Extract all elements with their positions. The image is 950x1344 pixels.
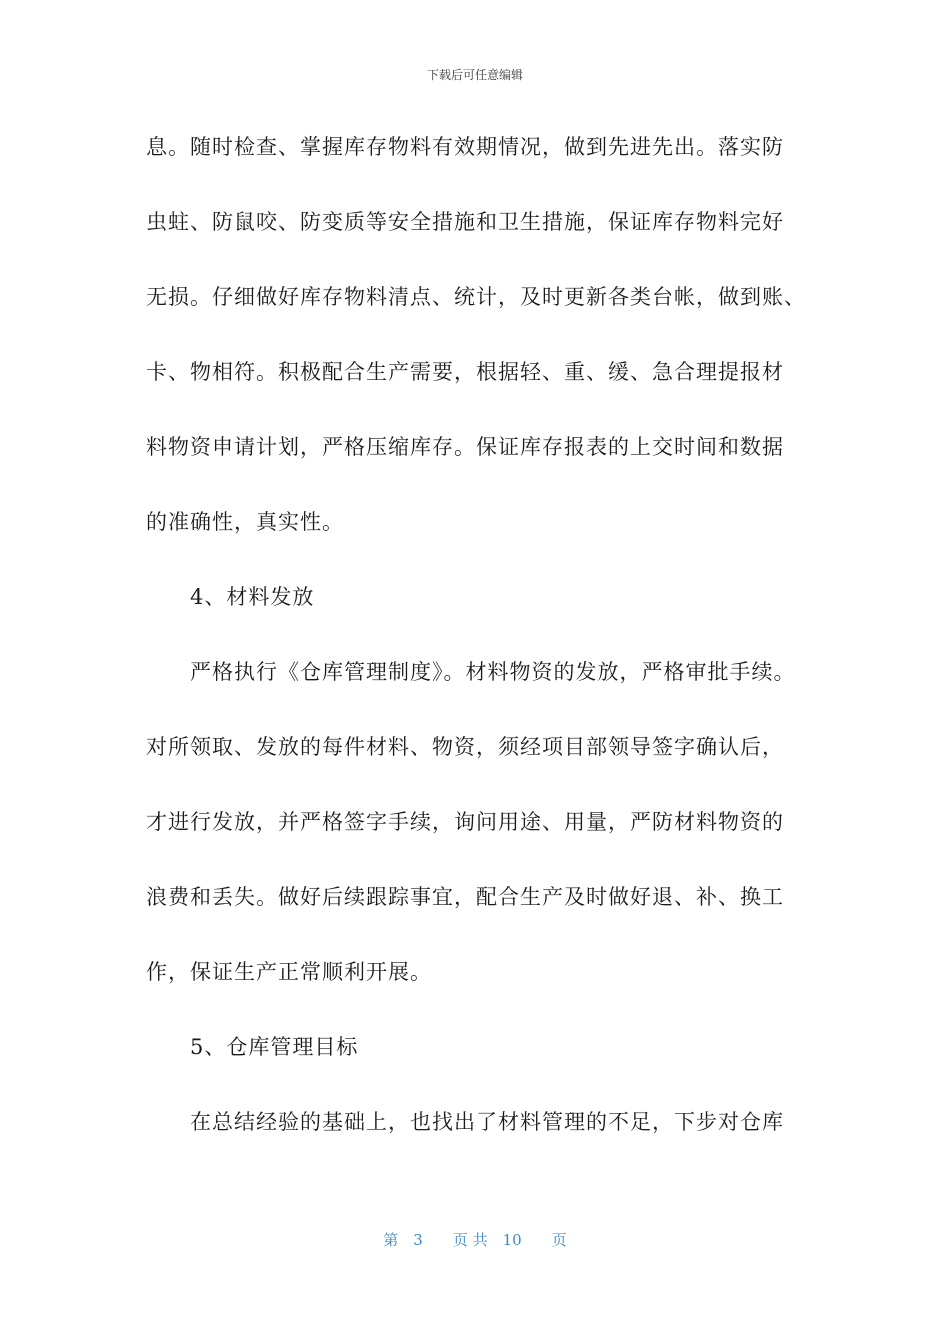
text-line: 的准确性，真实性。 bbox=[146, 510, 344, 534]
download-note: 下载后可任意编辑 bbox=[426, 68, 523, 82]
text-line: 息。随时检查、掌握库存物料有效期情况，做到先进先出。落实防 bbox=[146, 135, 784, 159]
text-line: 才进行发放，并严格签字手续，询问用途、用量，严防材料物资的 bbox=[146, 810, 784, 834]
text-line: 对所领取、发放的每件材料、物资，须经项目部领导签字确认后， bbox=[146, 735, 784, 759]
text-line: 作，保证生产正常顺利开展。 bbox=[146, 960, 432, 984]
text-line: 在总结经验的基础上，也找出了材料管理的不足，下步对仓库 bbox=[190, 1110, 784, 1134]
text-line: 卡、物相符。积极配合生产需要，根据轻、重、缓、急合理提报材 bbox=[146, 360, 784, 384]
text-line: 浪费和丢失。做好后续跟踪事宜，配合生产及时做好退、补、换工 bbox=[146, 885, 784, 909]
page-number: 第 3 页 共 10 页 bbox=[383, 1231, 567, 1249]
section-heading-materials-issue: 4、材料发放 bbox=[190, 585, 315, 609]
text-line: 无损。仔细做好库存物料清点、统计，及时更新各类台帐，做到账、 bbox=[146, 285, 806, 309]
section-heading-warehouse-goals: 5、仓库管理目标 bbox=[190, 1035, 359, 1059]
text-line: 严格执行《仓库管理制度》。材料物资的发放，严格审批手续。 bbox=[190, 660, 796, 684]
text-line: 虫蛀、防鼠咬、防变质等安全措施和卫生措施，保证库存物料完好 bbox=[146, 210, 784, 234]
text-line: 料物资申请计划，严格压缩库存。保证库存报表的上交时间和数据 bbox=[146, 435, 784, 459]
document-body bbox=[146, 128, 826, 1178]
